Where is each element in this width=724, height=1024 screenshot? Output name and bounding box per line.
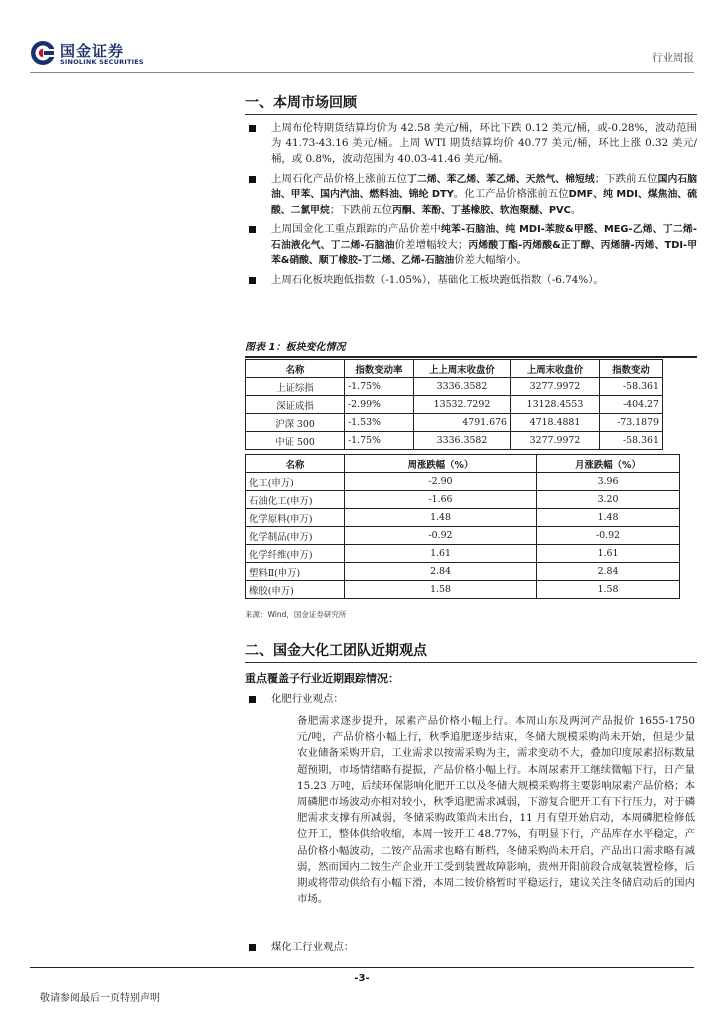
- table-row: 沪深 300 -1.53% 4791.676 4718.4881 -73.1879: [246, 414, 663, 432]
- col-change: 指数变动: [600, 360, 663, 378]
- section2-title: 二、国金大化工团队近期观点: [245, 643, 427, 659]
- brand-name-cn: 国金证券: [60, 42, 125, 60]
- col-last-close: 上周末收盘价: [511, 360, 600, 378]
- table-row: 化学原料(申万) 1.48 1.48: [246, 509, 680, 527]
- sector-table-header: [246, 455, 680, 473]
- bullet-square-icon: [249, 226, 256, 233]
- col-monthly-change: 月涨跌幅（%）: [537, 455, 680, 473]
- table-row: 中证 500 -1.75% 3336.3582 3277.9972 -58.361: [246, 432, 663, 450]
- col-name: 名称: [246, 360, 345, 378]
- index-table-header: [246, 360, 663, 378]
- footer-disclaimer: 敬请参阅最后一页特别声明: [40, 993, 160, 1004]
- table-row: 塑料Ⅱ(申万) 2.84 2.84: [246, 563, 680, 581]
- table-source: 来源：Wind，国金证券研究所: [245, 610, 347, 619]
- index-table: [245, 359, 663, 450]
- col-change-rate: 指数变动率: [345, 360, 414, 378]
- bullet-petrochem-prices: 上周石化产品价格上涨前五位丁二烯、苯乙烯、苯乙烯、天然气、棉短绒；下跌前五位国内石脑油、甲苯、国内汽油、燃料油、锦纶 DTY。化工产品价格涨前五位DMF、纯 MDI、煤焦油、硫酸、二氯甲烷；下跌前五位丙酮、苯酚、丁基橡胶、软泡聚醚、PVC。: [245, 172, 697, 218]
- bullet-square-icon: [249, 696, 256, 703]
- section2-subhead: 重点覆盖子行业近期跟踪情况：: [245, 672, 399, 685]
- col-prev-close: 上上周末收盘价: [414, 360, 511, 378]
- table-row: 深证成指 -2.99% 13532.7292 13128.4553 -404.27: [246, 396, 663, 414]
- section2-item-coal-chem: 煤化工行业观点：: [245, 940, 697, 960]
- bullet-sector-index: 上周石化板块跑低指数（-1.05%），基础化工板块跑低指数（-6.74%）。: [245, 273, 697, 288]
- col-weekly-change: 周涨跌幅（%）: [345, 455, 537, 473]
- section1-bullets: [245, 121, 697, 293]
- section1-title: 一、本周市场回顾: [245, 95, 357, 111]
- table-caption-divider: [245, 356, 697, 358]
- table-row: 上证综指 -1.75% 3336.3582 3277.9972 -58.361: [246, 378, 663, 396]
- page-header: [30, 38, 694, 70]
- brand-name-en: SINOLINK SECURITIES: [60, 58, 144, 66]
- bullet-spreads: 上周国金化工重点跟踪的产品价差中纯苯-石脑油、纯 MDI-苯胺&甲醛、MEG-乙烯、丁二烯-石油液化气、丁二烯-石脑油价差增幅较大；丙烯酸丁酯-丙烯酸&正丁醇、丙烯腈-丙烯、TDI-甲苯&硝酸、顺丁橡胶-丁二烯、乙烯-石脑油价差大幅缩小。: [245, 222, 697, 268]
- sinolink-logo-icon: [30, 40, 56, 66]
- table-row: 化学制品(申万) -0.92 -0.92: [246, 527, 680, 545]
- header-divider: [30, 72, 694, 73]
- table-row: 化学纤维(申万) 1.61 1.61: [246, 545, 680, 563]
- report-type: 行业周报: [652, 52, 694, 64]
- table-row: 橡胶(申万) 1.58 1.58: [246, 581, 680, 599]
- bullet-oil-price: 上周布伦特期货结算均价为 42.58 美元/桶，环比下跌 0.12 美元/桶，或-0.28%，波动范围为 41.73-43.16 美元/桶。上周 WTI 期货结算均价 40.77 美元/桶，环比上涨 0.32 美元/桶，或 0.8%，波动范围为 40.03-41.46 美元/桶。: [245, 121, 697, 167]
- col-sector-name: 名称: [246, 455, 345, 473]
- bullet-square-icon: [249, 277, 256, 284]
- bullet-square-icon: [249, 176, 256, 183]
- table-row: 石油化工(申万) -1.66 3.20: [246, 491, 680, 509]
- bullet-square-icon: [249, 944, 256, 951]
- footer-divider: [30, 967, 694, 968]
- sector-table: [245, 454, 680, 599]
- page-number: -3-: [354, 973, 370, 984]
- fertilizer-paragraph: 备肥需求逐步提升，尿素产品价格小幅上行。本周山东及两河产品报价 1655-1750 元/吨，产品价格小幅上行，秋季追肥逐步结束，冬储大规模采购尚未开始，但是少量农业储备采购开启，工业需求以按需采购为主，需求变动不大，叠加印度尿素招标数量超预期，市场情绪略有提振，产品价格小幅上行。本周尿素开工继续微幅下行，日产量 15.23 万吨，后续环保影响化肥开工以及冬储大规模采购将主要影响尿素产品价格；本周磷肥市场波动亦相对较小，秋季追肥需求减弱，下游复合肥开工有下行压力，对于磷肥需求支撑有所减弱，冬储采购政策尚未出台，11 月有望开始启动，本周磷肥检修低位开工，整体供给收缩，本周一铵开工 48.77%，有明显下行，产品库存水平稳定，产品价格小幅波动，二铵产品需求也略有断档，冬储采购尚未开启，产品出口需求略有减弱，然而国内二铵生产企业开工受到装置故障影响，贵州开阳前段合成氨装置检修，后期或将带动供给有小幅下滑，本周二铵价格暂时平稳运行，建议关注冬储启动后的国内市场。: [297, 715, 695, 906]
- section2-divider: [245, 662, 697, 663]
- table-caption: 图表 1：板块变化情况: [245, 342, 346, 353]
- section2-item-fertilizer: 化肥行业观点：: [245, 692, 697, 712]
- section1-divider: [245, 114, 697, 115]
- table-row: 化工(申万) -2.90 3.96: [246, 473, 680, 491]
- bullet-square-icon: [249, 125, 256, 132]
